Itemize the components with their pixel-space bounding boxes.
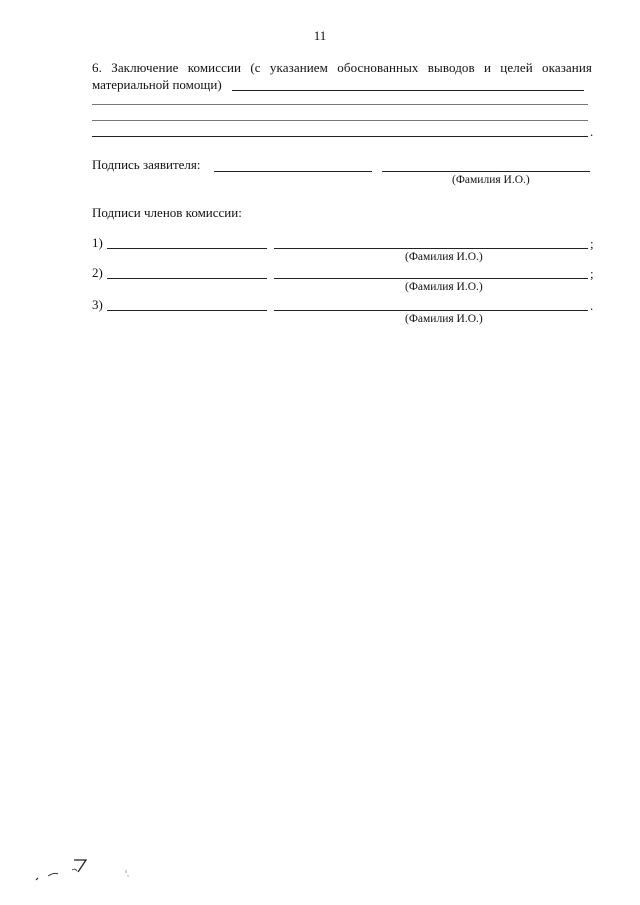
member-2-name-caption: (Фамилия И.О.): [405, 281, 483, 293]
conclusion-fill-line-1[interactable]: [232, 90, 584, 91]
member-3-name-caption: (Фамилия И.О.): [405, 313, 483, 325]
conclusion-heading-line1: 6. Заключение комиссии (с указанием обоснованных выводов и целей оказания: [92, 60, 592, 75]
member-1-name-line[interactable]: [274, 248, 588, 249]
applicant-signature-line[interactable]: [214, 171, 372, 172]
member-1-number: 1): [92, 235, 103, 250]
member-3-end-mark: .: [590, 298, 594, 313]
conclusion-fill-line-4[interactable]: [92, 136, 588, 137]
member-2-signature-line[interactable]: [107, 278, 267, 279]
handwritten-mark: [28, 848, 168, 888]
member-2-end-mark: ;: [590, 266, 594, 281]
conclusion-heading-line2: материальной помощи): [92, 77, 222, 92]
member-2-name-line[interactable]: [274, 278, 588, 279]
member-3-signature-line[interactable]: [107, 310, 267, 311]
conclusion-end-mark: .: [590, 124, 594, 139]
member-3-name-line[interactable]: [274, 310, 588, 311]
applicant-signature-label: Подпись заявителя:: [92, 157, 201, 172]
commission-signatures-label: Подписи членов комиссии:: [92, 205, 242, 220]
conclusion-fill-line-3[interactable]: [92, 120, 588, 121]
applicant-name-caption: (Фамилия И.О.): [452, 174, 530, 186]
member-1-name-caption: (Фамилия И.О.): [405, 251, 483, 263]
page-number: 11: [313, 28, 327, 43]
conclusion-fill-line-2[interactable]: [92, 104, 588, 105]
applicant-name-line[interactable]: [382, 171, 590, 172]
member-1-signature-line[interactable]: [107, 248, 267, 249]
member-2-number: 2): [92, 265, 103, 280]
member-1-end-mark: ;: [590, 236, 594, 251]
member-3-number: 3): [92, 297, 103, 312]
